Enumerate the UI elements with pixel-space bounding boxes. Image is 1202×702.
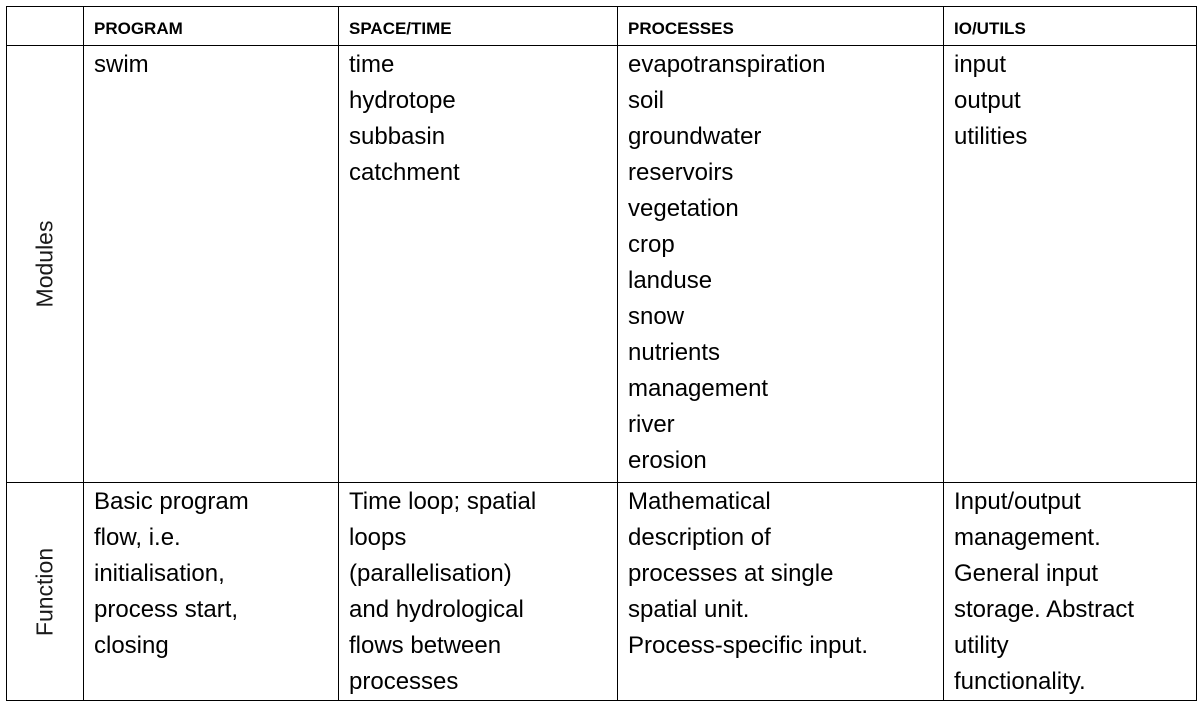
- header-program: [84, 7, 339, 46]
- cell-line: crop: [628, 231, 675, 258]
- cell-line: description of: [628, 524, 771, 551]
- cell-line: Mathematical: [628, 488, 771, 515]
- cell-line: functionality.: [954, 668, 1086, 695]
- cell-line: Basic program: [94, 488, 249, 515]
- cell-line: utility: [954, 632, 1009, 659]
- cell-line: groundwater: [628, 123, 762, 150]
- row-label-function: Function: [31, 547, 58, 636]
- cell-line: spatial unit.: [628, 596, 750, 623]
- cell-line: evapotranspiration: [628, 51, 826, 78]
- table-header-row: [7, 7, 1197, 46]
- header-io-utils: [944, 7, 1197, 46]
- cell-function-program: [84, 483, 339, 701]
- row-label-cell: [7, 46, 84, 483]
- cell-line: river: [628, 411, 675, 438]
- row-label-cell: [7, 483, 84, 701]
- cell-line: input: [954, 51, 1007, 78]
- cell-line: erosion: [628, 447, 707, 474]
- header-label: PROCESSES: [628, 19, 734, 38]
- cell-line: Process-specific input.: [628, 632, 869, 659]
- cell-modules-space-time: [339, 46, 618, 483]
- cell-line: initialisation,: [94, 560, 225, 587]
- cell-line: reservoirs: [628, 159, 734, 186]
- cell-modules-io-utils: [944, 46, 1197, 483]
- header-space-time: [339, 7, 618, 46]
- cell-line: process start,: [94, 596, 239, 623]
- cell-line: closing: [94, 632, 169, 659]
- cell-line: management.: [954, 524, 1101, 551]
- cell-line: subbasin: [349, 123, 446, 150]
- cell-line: loops: [349, 524, 407, 551]
- cell-line: swim: [94, 51, 149, 78]
- cell-line: management: [628, 375, 769, 402]
- table-row-function: [7, 483, 1197, 701]
- cell-modules-program: [84, 46, 339, 483]
- cell-line: soil: [628, 87, 665, 114]
- cell-line: landuse: [628, 267, 713, 294]
- modules-table: [6, 6, 1197, 701]
- cell-function-space-time: [339, 483, 618, 701]
- cell-line: and hydrological: [349, 596, 524, 623]
- cell-line: time: [349, 51, 395, 78]
- cell-line: catchment: [349, 159, 460, 186]
- row-label-modules: Modules: [31, 220, 58, 308]
- cell-line: General input: [954, 560, 1099, 587]
- cell-line: hydrotope: [349, 87, 456, 114]
- cell-line: utilities: [954, 123, 1028, 150]
- cell-line: processes: [349, 668, 459, 695]
- table-row-modules: [7, 46, 1197, 483]
- cell-line: flows between: [349, 632, 502, 659]
- cell-line: vegetation: [628, 195, 739, 222]
- header-processes: [618, 7, 944, 46]
- corner-cell: [7, 7, 84, 46]
- cell-function-processes: [618, 483, 944, 701]
- cell-modules-processes: [618, 46, 944, 483]
- cell-line: snow: [628, 303, 685, 330]
- cell-line: processes at single: [628, 560, 834, 587]
- cell-line: Input/output: [954, 488, 1081, 515]
- cell-line: output: [954, 87, 1021, 114]
- cell-line: flow, i.e.: [94, 524, 181, 551]
- cell-line: storage. Abstract: [954, 596, 1135, 623]
- cell-function-io-utils: [944, 483, 1197, 701]
- cell-line: Time loop; spatial: [349, 488, 537, 515]
- header-label: SPACE/TIME: [349, 19, 452, 38]
- cell-line: (parallelisation): [349, 560, 512, 587]
- header-label: IO/UTILS: [954, 19, 1026, 38]
- cell-line: nutrients: [628, 339, 721, 366]
- header-label: PROGRAM: [94, 19, 183, 38]
